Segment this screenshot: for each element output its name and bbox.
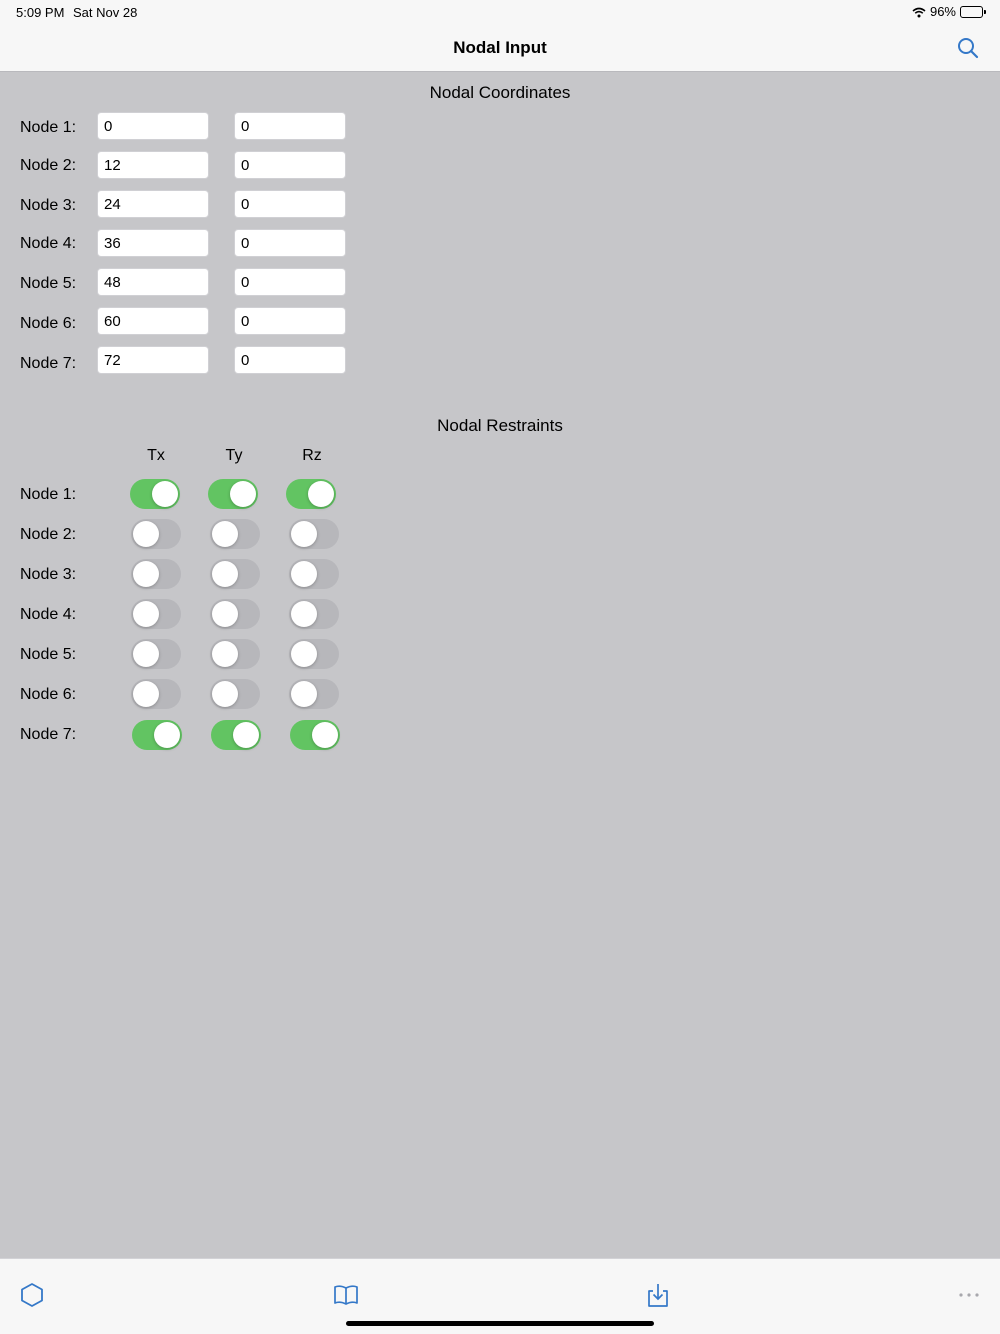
book-icon bbox=[332, 1281, 360, 1309]
battery-icon bbox=[960, 6, 986, 18]
column-header-tx: Tx bbox=[147, 447, 165, 464]
node-2-rz-toggle[interactable] bbox=[289, 519, 339, 549]
node-2-tx-toggle[interactable] bbox=[131, 519, 181, 549]
restraint-row-label: Node 5: bbox=[20, 646, 77, 663]
coord-row-label: Node 6: bbox=[20, 315, 77, 332]
node-1-y-input[interactable] bbox=[234, 112, 346, 140]
node-3-x-input[interactable] bbox=[97, 190, 209, 218]
save-tab[interactable] bbox=[644, 1281, 672, 1309]
node-4-x-input[interactable] bbox=[97, 229, 209, 257]
restraint-row-label: Node 3: bbox=[20, 566, 77, 583]
node-4-rz-toggle[interactable] bbox=[289, 599, 339, 629]
coord-row-label: Node 3: bbox=[20, 197, 77, 214]
coord-row-label: Node 4: bbox=[20, 235, 77, 252]
node-5-tx-toggle[interactable] bbox=[131, 639, 181, 669]
status-date: Sat Nov 28 bbox=[73, 5, 138, 20]
library-tab[interactable] bbox=[332, 1281, 360, 1309]
restraint-row-label: Node 2: bbox=[20, 526, 77, 543]
node-3-tx-toggle[interactable] bbox=[131, 559, 181, 589]
restraint-row-label: Node 7: bbox=[20, 726, 77, 743]
hexagon-icon bbox=[18, 1281, 46, 1309]
node-1-rz-toggle[interactable] bbox=[286, 479, 336, 509]
node-2-ty-toggle[interactable] bbox=[210, 519, 260, 549]
navigation-bar bbox=[0, 24, 1000, 72]
battery-percent: 96% bbox=[929, 4, 956, 19]
node-1-x-input[interactable] bbox=[97, 112, 209, 140]
status-bar bbox=[0, 0, 1000, 24]
restraint-row-label: Node 4: bbox=[20, 606, 77, 623]
node-2-y-input[interactable] bbox=[234, 151, 346, 179]
search-button[interactable] bbox=[956, 36, 980, 60]
restraint-row-label: Node 6: bbox=[20, 686, 77, 703]
coordinates-section-title: Nodal Coordinates bbox=[429, 83, 571, 102]
coord-row-label: Node 5: bbox=[20, 275, 77, 292]
restraints-section-title: Nodal Restraints bbox=[437, 416, 563, 435]
more-tab[interactable] bbox=[955, 1281, 983, 1309]
node-7-tx-toggle[interactable] bbox=[132, 720, 182, 750]
node-7-y-input[interactable] bbox=[234, 346, 346, 374]
node-6-ty-toggle[interactable] bbox=[210, 679, 260, 709]
coord-row-label: Node 1: bbox=[20, 119, 77, 136]
coord-row-label: Node 7: bbox=[20, 355, 77, 372]
column-header-ty: Ty bbox=[225, 447, 243, 464]
node-5-x-input[interactable] bbox=[97, 268, 209, 296]
node-4-ty-toggle[interactable] bbox=[210, 599, 260, 629]
node-3-rz-toggle[interactable] bbox=[289, 559, 339, 589]
download-icon bbox=[644, 1281, 672, 1309]
node-6-rz-toggle[interactable] bbox=[289, 679, 339, 709]
node-6-x-input[interactable] bbox=[97, 307, 209, 335]
node-5-y-input[interactable] bbox=[234, 268, 346, 296]
wifi-icon bbox=[912, 6, 926, 17]
node-7-rz-toggle[interactable] bbox=[290, 720, 340, 750]
column-header-rz: Rz bbox=[302, 447, 322, 464]
status-time: 5:09 PM bbox=[16, 5, 65, 20]
node-3-ty-toggle[interactable] bbox=[210, 559, 260, 589]
node-7-ty-toggle[interactable] bbox=[211, 720, 261, 750]
node-4-y-input[interactable] bbox=[234, 229, 346, 257]
node-6-y-input[interactable] bbox=[234, 307, 346, 335]
status-indicators bbox=[912, 4, 986, 19]
ellipsis-icon bbox=[955, 1281, 983, 1309]
node-5-rz-toggle[interactable] bbox=[289, 639, 339, 669]
node-3-y-input[interactable] bbox=[234, 190, 346, 218]
home-indicator bbox=[346, 1321, 654, 1326]
node-6-tx-toggle[interactable] bbox=[131, 679, 181, 709]
restraint-row-label: Node 1: bbox=[20, 486, 77, 503]
search-icon bbox=[956, 36, 980, 60]
node-1-ty-toggle[interactable] bbox=[208, 479, 258, 509]
node-7-x-input[interactable] bbox=[97, 346, 209, 374]
node-2-x-input[interactable] bbox=[97, 151, 209, 179]
node-5-ty-toggle[interactable] bbox=[210, 639, 260, 669]
node-4-tx-toggle[interactable] bbox=[131, 599, 181, 629]
node-1-tx-toggle[interactable] bbox=[130, 479, 180, 509]
coord-row-label: Node 2: bbox=[20, 157, 77, 174]
page-title: Nodal Input bbox=[453, 38, 547, 57]
structure-tab[interactable] bbox=[18, 1281, 46, 1309]
